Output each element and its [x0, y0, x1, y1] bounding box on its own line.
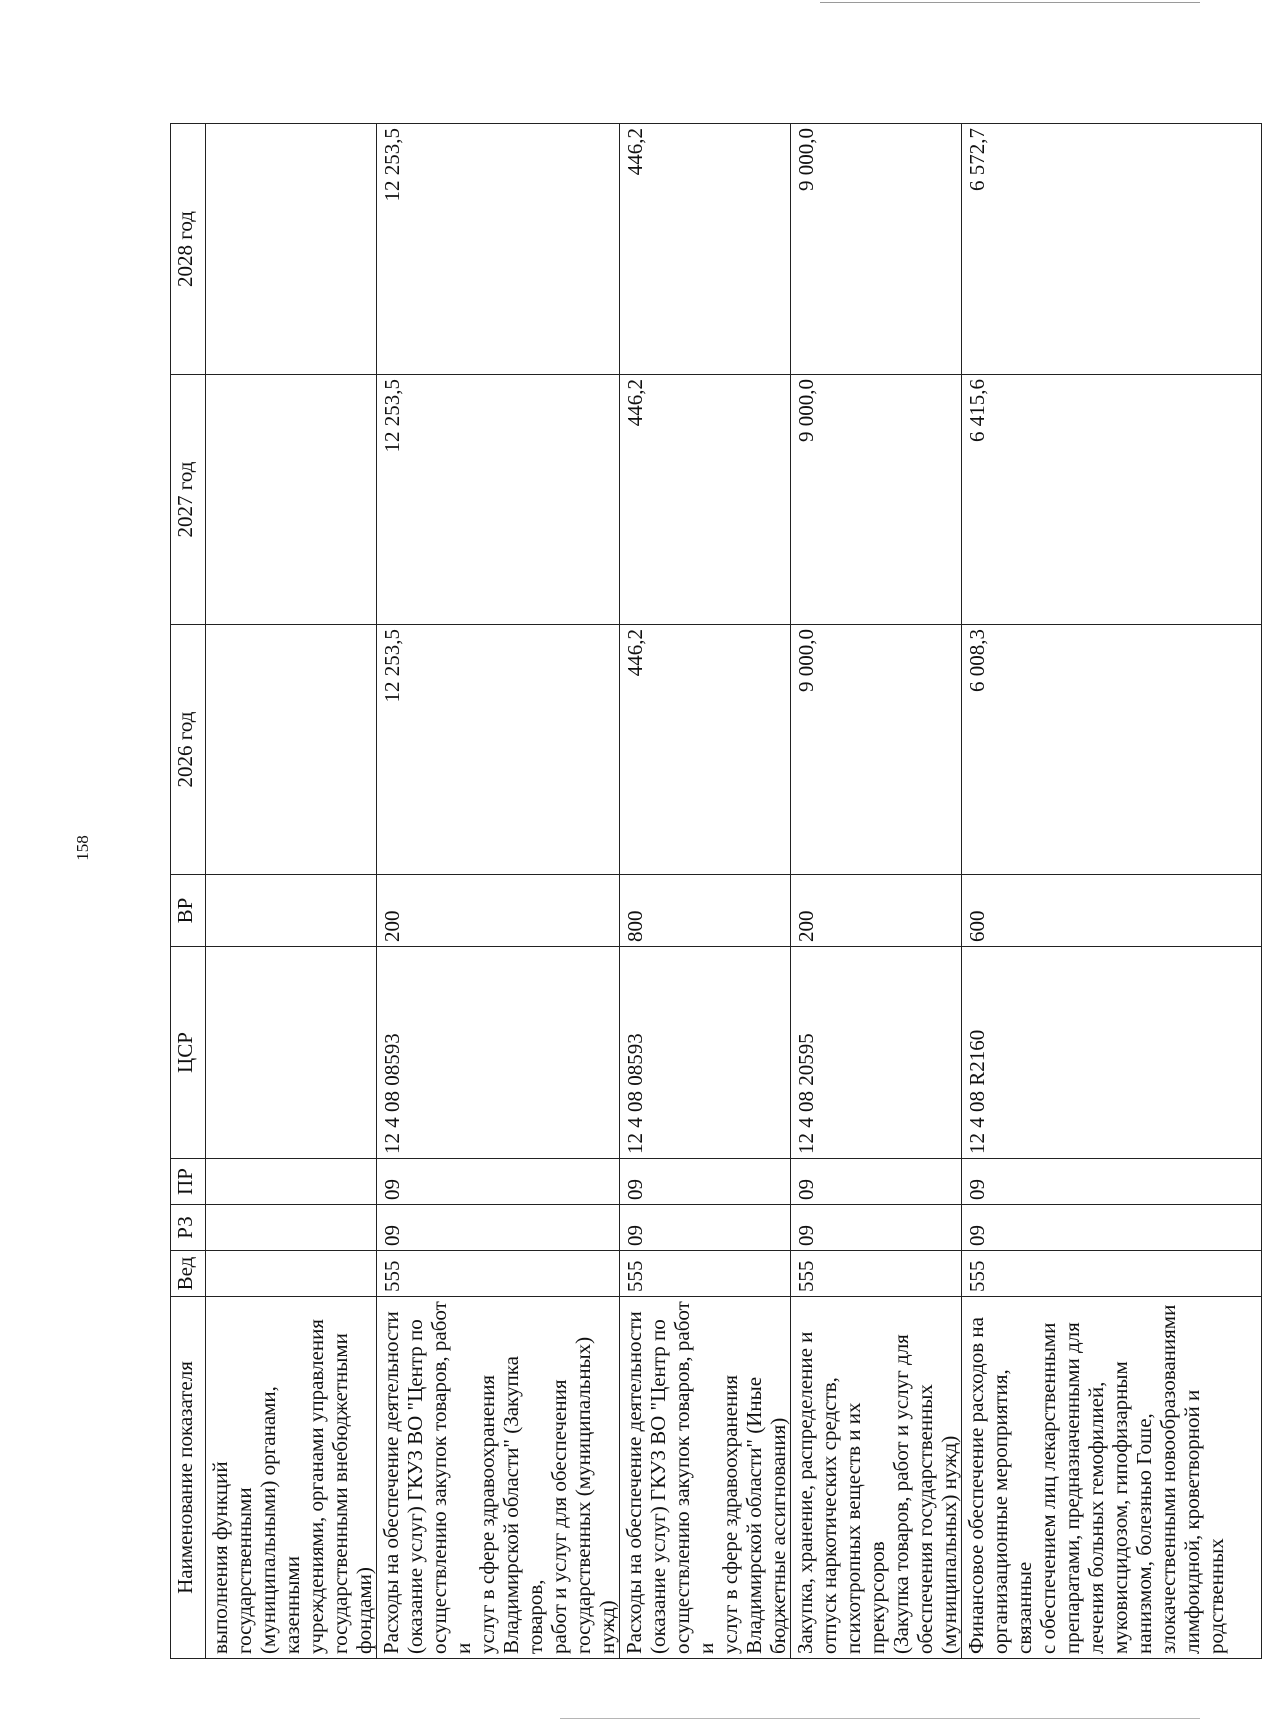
cell-2028: [206, 124, 377, 375]
cell-rz: 09: [962, 1205, 1262, 1251]
header-name: Наименование показателя: [171, 1297, 206, 1659]
cell-vr: 800: [620, 875, 791, 947]
cell-name: Финансовое обеспечение расходов на организационные мероприятия, связанные с обеспечением лиц лекарственными препаратами, предназначенными для лечения больных гемофилией, муковисцидозом, гипофизарным нанизмом, болезнью Гоше, злокачественными новообразованиями лимфоидной, кроветворной и родственных: [962, 1297, 1262, 1659]
cell-2026: 12 253,5: [377, 625, 620, 875]
cell-2027: 446,2: [620, 375, 791, 625]
cell-name: Расходы на обеспечение деятельности (оказание услуг) ГКУЗ ВО "Центр по осуществлению закупок товаров, работ и услуг в сфере здравоохранения Владимирской области" (Закупка товаров, работ и услуг для обеспечения государственных (муниципальных) нужд): [377, 1297, 620, 1659]
cell-rz: 09: [377, 1205, 620, 1251]
table-row: [377, 124, 620, 1659]
cell-vr: 200: [791, 875, 962, 947]
table-row: [620, 124, 791, 1659]
cell-2027: 6 415,6: [962, 375, 1262, 625]
cell-2026: 6 008,3: [962, 625, 1262, 875]
cell-name: выполнения функций государственными (муниципальными) органами, казенными учреждениями, органами управления государственными внебюджетными фондами): [206, 1297, 377, 1659]
cell-ved: [206, 1251, 377, 1297]
cell-rz: 09: [620, 1205, 791, 1251]
cell-2028: 12 253,5: [377, 124, 620, 375]
rotated-table-container: [170, 124, 1228, 1659]
budget-table: [170, 123, 1262, 1659]
cell-2026: 446,2: [620, 625, 791, 875]
cell-ved: 555: [791, 1251, 962, 1297]
cell-2028: 6 572,7: [962, 124, 1262, 375]
header-vr: ВР: [171, 875, 206, 947]
cell-ved: 555: [377, 1251, 620, 1297]
cell-2028: 446,2: [620, 124, 791, 375]
cell-csr: 12 4 08 R2160: [962, 947, 1262, 1159]
header-2028: 2028 год: [171, 124, 206, 375]
header-csr: ЦСР: [171, 947, 206, 1159]
cell-2027: 12 253,5: [377, 375, 620, 625]
table-row: [962, 124, 1262, 1659]
scan-edge-top: [820, 2, 1200, 3]
cell-pr: 09: [791, 1159, 962, 1205]
cell-2026: 9 000,0: [791, 625, 962, 875]
cell-pr: 09: [620, 1159, 791, 1205]
cell-csr: 12 4 08 08593: [620, 947, 791, 1159]
cell-csr: 12 4 08 08593: [377, 947, 620, 1159]
cell-vr: 600: [962, 875, 1262, 947]
header-pr: ПР: [171, 1159, 206, 1205]
header-ved: Вед: [171, 1251, 206, 1297]
cell-rz: 09: [791, 1205, 962, 1251]
cell-ved: 555: [620, 1251, 791, 1297]
cell-pr: 09: [962, 1159, 1262, 1205]
table-row: [206, 124, 377, 1659]
cell-vr: [206, 875, 377, 947]
cell-2027: [206, 375, 377, 625]
page-number: 158: [72, 835, 92, 861]
cell-pr: [206, 1159, 377, 1205]
cell-csr: [206, 947, 377, 1159]
cell-2027: 9 000,0: [791, 375, 962, 625]
header-rz: РЗ: [171, 1205, 206, 1251]
cell-rz: [206, 1205, 377, 1251]
table-row: [791, 124, 962, 1659]
cell-2028: 9 000,0: [791, 124, 962, 375]
cell-name: Расходы на обеспечение деятельности (оказание услуг) ГКУЗ ВО "Центр по осуществлению закупок товаров, работ и услуг в сфере здравоохранения Владимирской области" (Иные бюджетные ассигнования): [620, 1297, 791, 1659]
cell-pr: 09: [377, 1159, 620, 1205]
table-header-row: [171, 124, 206, 1659]
header-2027: 2027 год: [171, 375, 206, 625]
header-2026: 2026 год: [171, 625, 206, 875]
cell-vr: 200: [377, 875, 620, 947]
cell-2026: [206, 625, 377, 875]
scan-edge-bottom: [560, 1718, 1200, 1719]
cell-name: Закупка, хранение, распределение и отпуск наркотических средств, психотропных веществ и их прекурсоров (Закупка товаров, работ и услуг для обеспечения государственных (муниципальных) нужд): [791, 1297, 962, 1659]
cell-ved: 555: [962, 1251, 1262, 1297]
cell-csr: 12 4 08 20595: [791, 947, 962, 1159]
